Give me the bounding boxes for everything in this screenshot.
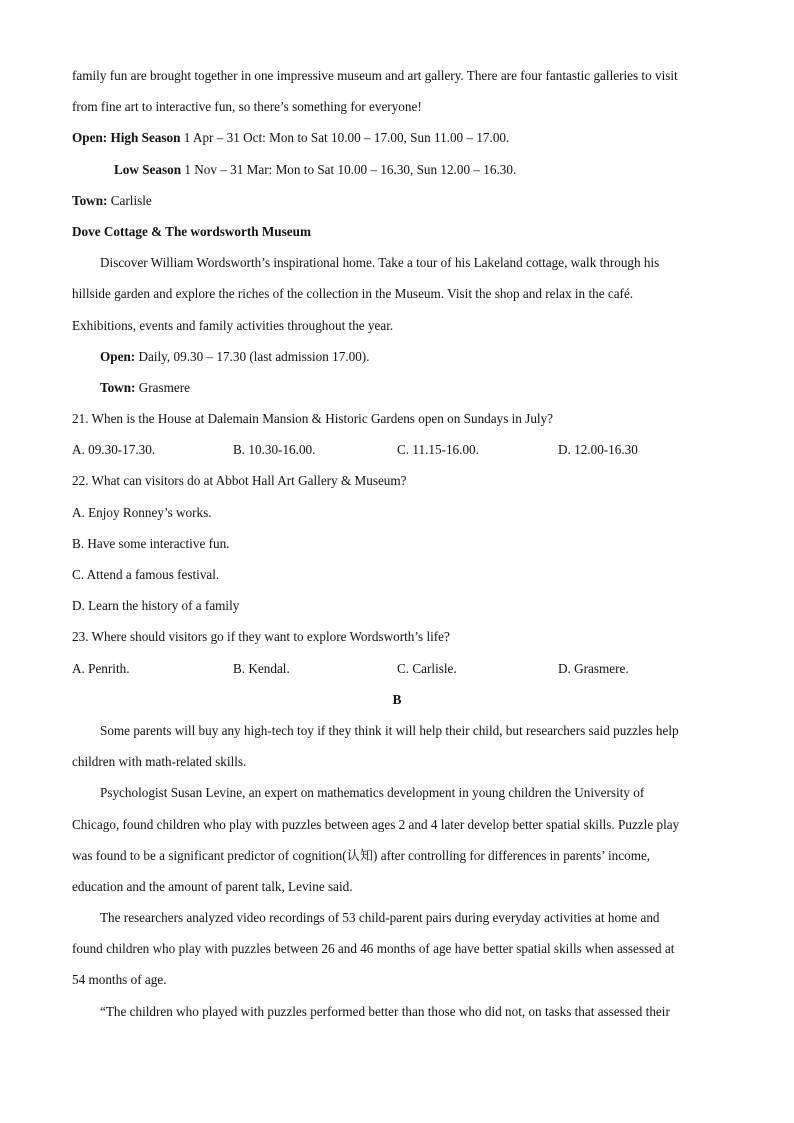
passage-b-p2-line-2: Chicago, found children who play with puzzles between ages 2 and 4 later develop better spatial skills. Puzzle play	[72, 816, 680, 832]
passage-b-p4-line-1: “The children who played with puzzles performed better than those who did not, on tasks that assessed their	[100, 1003, 670, 1019]
open-label: Open:	[100, 348, 136, 364]
option-a: A. Enjoy Ronney’s works.	[72, 504, 212, 520]
question-21-options	[72, 434, 722, 465]
passage-b-p3-line-1: The researchers analyzed video recordings of 53 child-parent pairs during everyday activities at home and	[100, 910, 660, 926]
open-label: Open:	[72, 130, 108, 146]
tullie-low-season	[72, 154, 722, 185]
passage-b-p1-line-1: Some parents will buy any high-tech toy if they think it will help their child, but researchers said puzzles help	[100, 722, 679, 738]
option-c: C. 11.15-16.00.	[397, 442, 479, 458]
dove-cottage-heading: Dove Cottage & The wordsworth Museum	[72, 223, 311, 239]
low-season-label: Low Season	[114, 161, 182, 177]
dove-para-line-2: hillside garden and explore the riches of the collection in the Museum. Visit the shop and relax in the café.	[72, 286, 634, 302]
town-label: Town:	[100, 379, 136, 395]
intro-line-2: from fine art to interactive fun, so there’s something for everyone!	[72, 99, 422, 115]
passage-b-p2-line-3: was found to be a significant predictor of cognition(认知) after controlling for differences in parents’ income,	[72, 847, 651, 863]
dove-para-line-3: Exhibitions, events and family activities throughout the year.	[72, 317, 394, 333]
option-c: C. Attend a famous festival.	[72, 567, 220, 582]
option-d: D. 12.00-16.30	[558, 442, 638, 458]
passage-b-p2-line-1: Psychologist Susan Levine, an expert on mathematics development in young children the University of	[100, 785, 645, 801]
dove-para-line-1: Discover William Wordsworth’s inspirational home. Take a tour of his Lakeland cottage, walk through his	[100, 255, 660, 271]
town-label: Town:	[72, 192, 108, 208]
dove-open	[72, 341, 722, 372]
passage-b-p3-line-3: 54 months of age.	[72, 972, 167, 988]
question-23-options	[72, 653, 722, 684]
low-season-hours: 1 Nov – 31 Mar: Mon to Sat 10.00 – 16.30, Sun 12.00 – 16.30.	[181, 161, 517, 177]
intro-line-1: family fun are brought together in one impressive museum and art gallery. There are four fantastic galleries to visit	[72, 68, 678, 83]
option-d: D. Learn the history of a family	[72, 598, 240, 614]
high-season-label: High Season	[110, 130, 181, 146]
section-b-heading: B	[392, 691, 402, 707]
option-b: B. 10.30-16.00.	[233, 442, 316, 458]
option-b: B. Kendal.	[233, 660, 290, 676]
high-season-hours: 1 Apr – 31 Oct: Mon to Sat 10.00 – 17.00, Sun 11.00 – 17.00.	[180, 130, 510, 146]
town-value: Grasmere	[135, 379, 190, 395]
option-b: B. Have some interactive fun.	[72, 535, 230, 551]
passage-b-p3-line-2: found children who play with puzzles between 26 and 46 months of age have better spatial skills when assessed at	[72, 941, 675, 957]
passage-b-p1-line-2: children with math-related skills.	[72, 754, 247, 770]
option-c: C. Carlisle.	[397, 660, 457, 676]
tullie-high-season	[72, 122, 722, 153]
passage-b-p2-line-4: education and the amount of parent talk, Levine said.	[72, 878, 353, 894]
question-21: 21. When is the House at Dalemain Mansion & Historic Gardens open on Sundays in July?	[72, 411, 554, 427]
option-a: A. 09.30-17.30.	[72, 442, 156, 458]
town-value: Carlisle	[107, 192, 152, 208]
question-22: 22. What can visitors do at Abbot Hall Art Gallery & Museum?	[72, 473, 407, 489]
open-value: Daily, 09.30 – 17.30 (last admission 17.00).	[135, 348, 370, 364]
option-d: D. Grasmere.	[558, 660, 629, 676]
page-content	[72, 60, 722, 1027]
option-a: A. Penrith.	[72, 660, 130, 676]
question-23: 23. Where should visitors go if they want to explore Wordsworth’s life?	[72, 629, 450, 645]
dove-town	[72, 372, 722, 403]
tullie-town	[72, 185, 722, 216]
